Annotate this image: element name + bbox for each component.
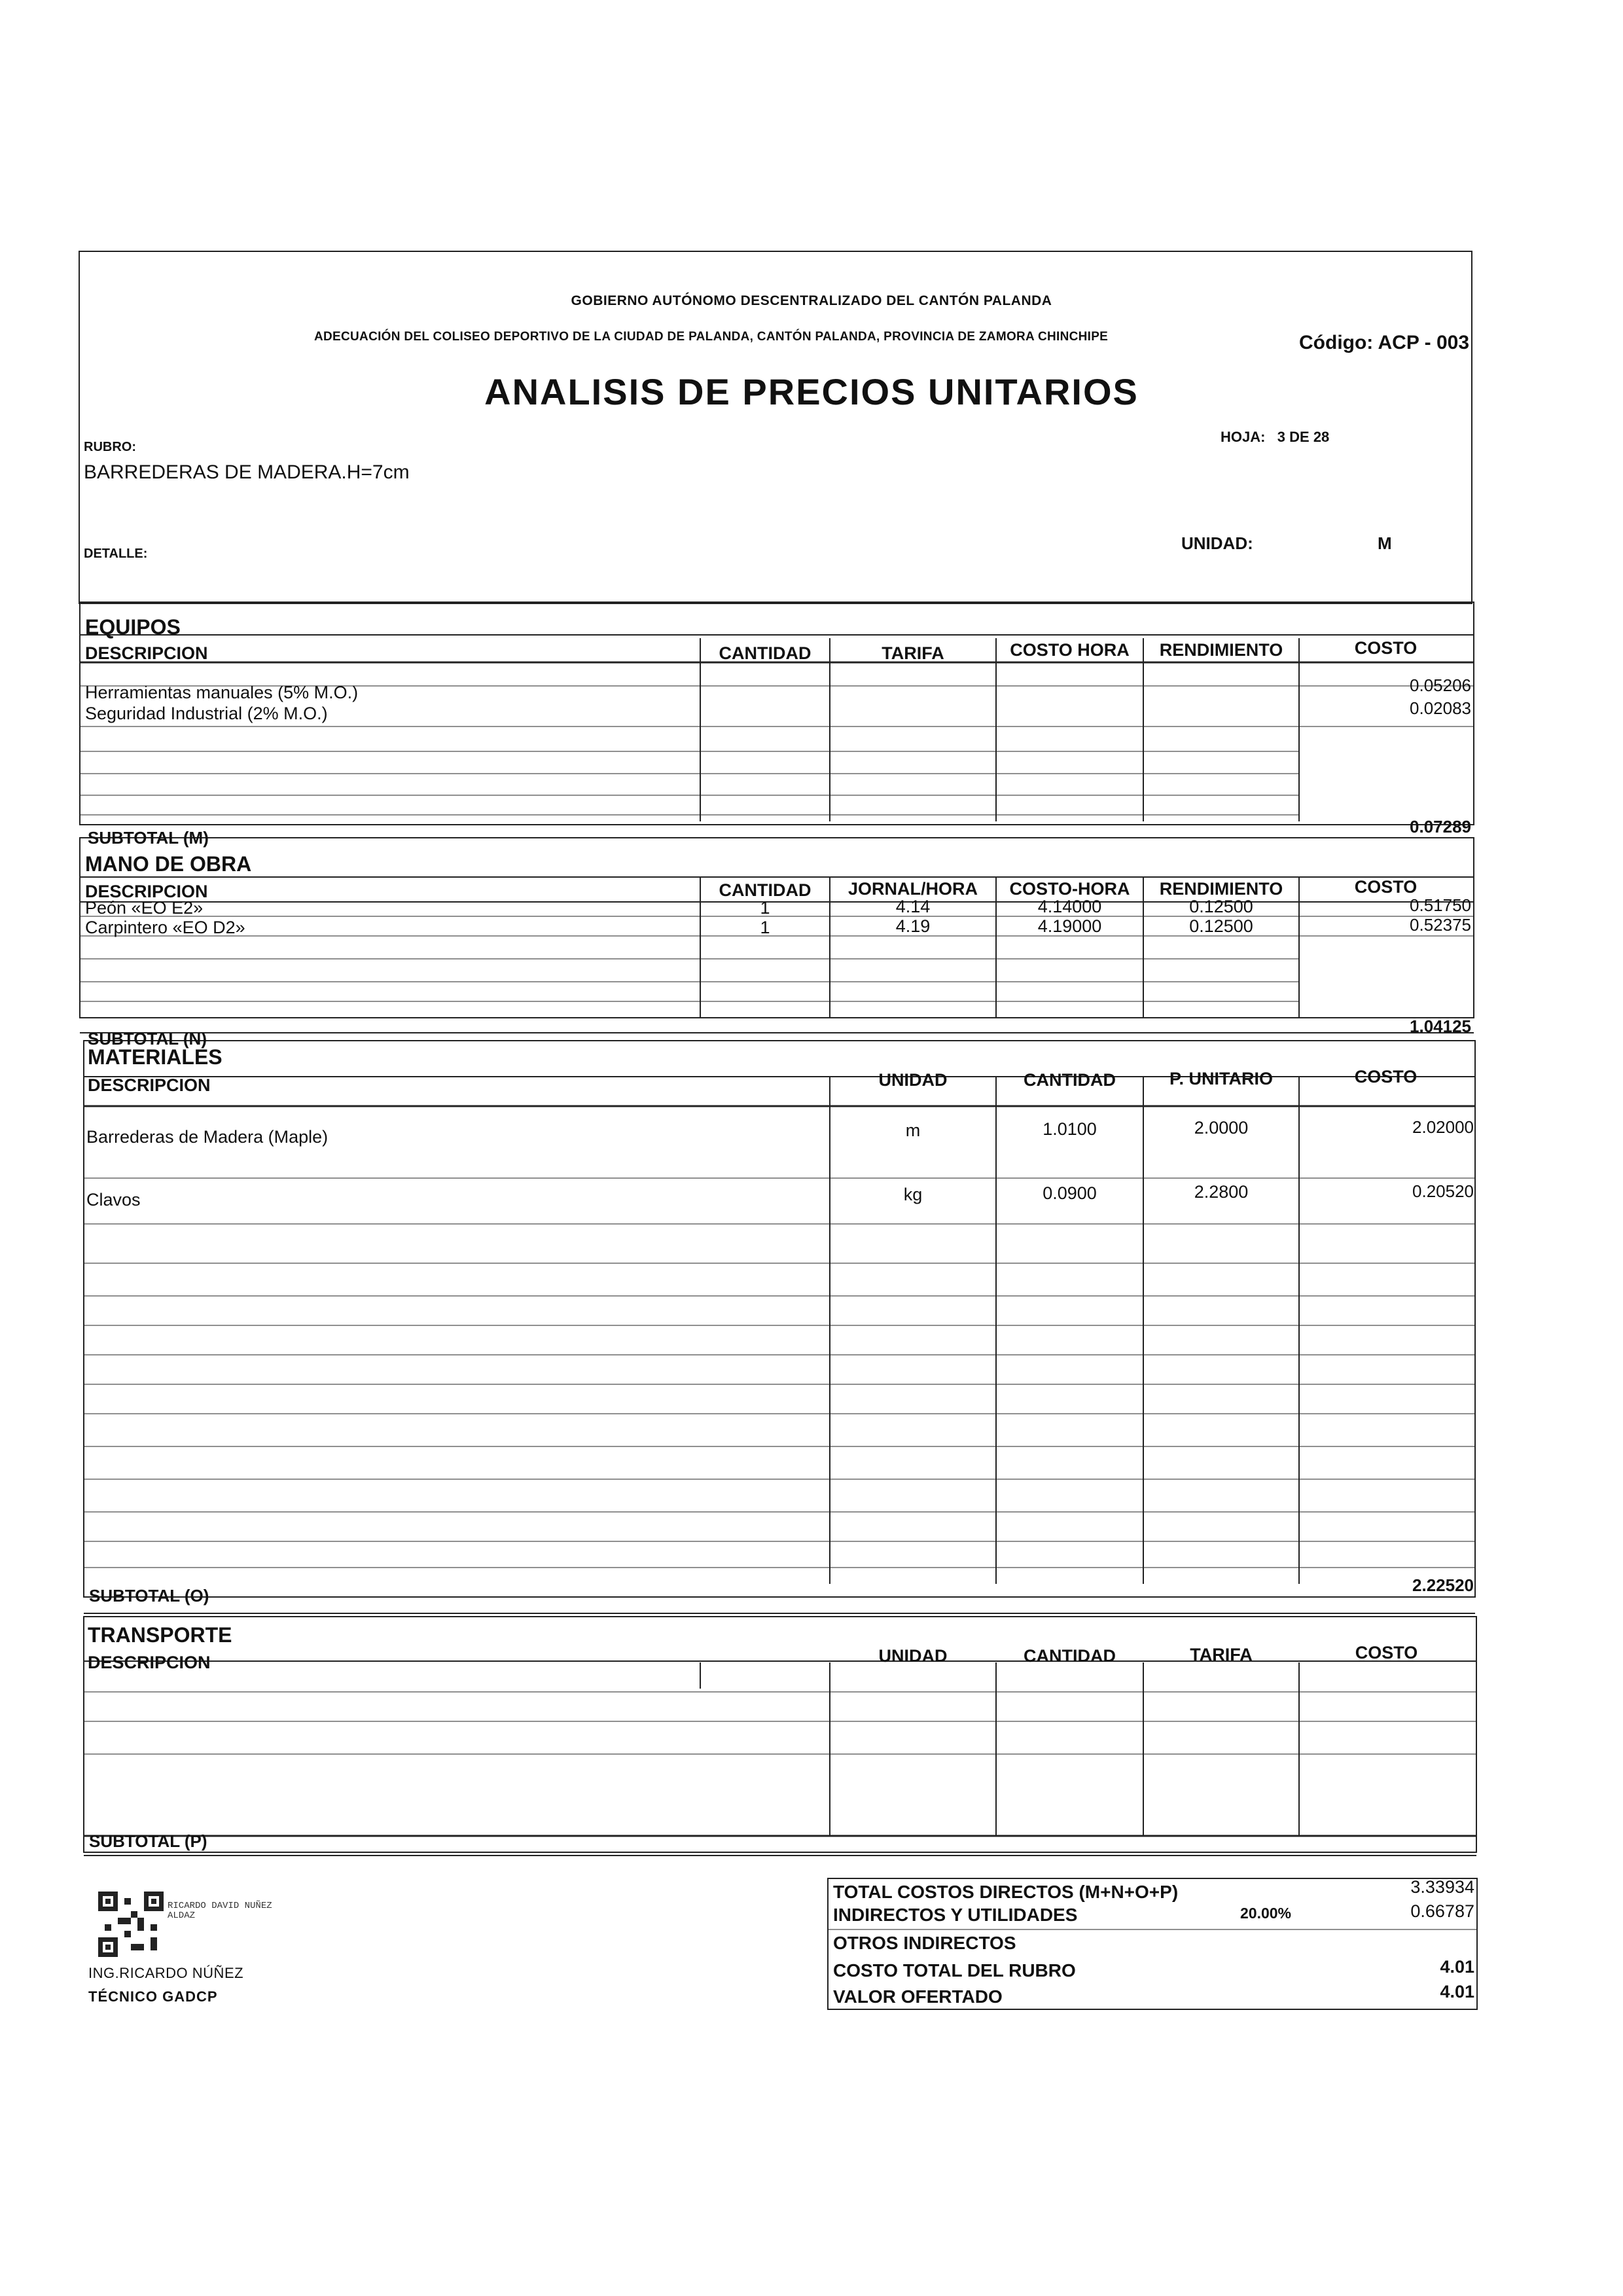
equipos-row-1-costo: 0.05206 (1410, 675, 1471, 695)
mano-obra-row-2-costo-hora: 4.19000 (1037, 916, 1102, 936)
mano-obra-title: MANO DE OBRA (85, 852, 252, 876)
mano-obra-row-1-descripcion: Peón «EO E2» (85, 898, 204, 918)
rubro-label: RUBRO: (84, 440, 136, 454)
materiales-row-2-descripcion: Clavos (86, 1190, 141, 1210)
subtotal-o-value: 2.22520 (1412, 1575, 1474, 1595)
mano-obra-row-2-cantidad: 1 (760, 918, 770, 937)
mano-obra-row-2-jornal: 4.19 (895, 916, 931, 936)
hoja-value: 3 DE 28 (1277, 429, 1330, 445)
qr-caption: RICARDO DAVID NUÑEZ ALDAZ (168, 1901, 272, 1921)
valor-ofertado-value: 4.01 (1440, 1982, 1474, 2001)
signer-name: ING.RICARDO NÚÑEZ (88, 1965, 244, 1981)
materiales-row-1-descripcion: Barrederas de Madera (Maple) (86, 1127, 329, 1147)
document-code: Código: ACP - 003 (1299, 332, 1470, 353)
equipos-col-costo-hora: COSTO HORA (1010, 640, 1130, 660)
subtotal-m-value: 0.07289 (1410, 817, 1471, 836)
qr-code-icon (98, 1892, 164, 1957)
mano-obra-col-costo-hora: COSTO-HORA (1009, 879, 1130, 899)
valor-ofertado-label: VALOR OFERTADO (833, 1986, 1003, 2007)
indirectos-label: INDIRECTOS Y UTILIDADES (833, 1905, 1078, 1925)
equipos-row-1-descripcion: Herramientas manuales (5% M.O.) (85, 683, 359, 702)
mano-obra-row-1-jornal: 4.14 (895, 897, 931, 916)
materiales-row-1-costo: 2.02000 (1412, 1117, 1474, 1137)
subtotal-n-value: 1.04125 (1410, 1016, 1471, 1036)
mano-obra-row-2-costo: 0.52375 (1410, 915, 1471, 935)
costo-total-value: 4.01 (1440, 1957, 1474, 1977)
unidad-value: M (1378, 533, 1392, 553)
materiales-col-cantidad: CANTIDAD (1024, 1070, 1116, 1090)
mano-obra-row-1-cantidad: 1 (760, 898, 770, 918)
rubro-value: BARREDERAS DE MADERA.H=7cm (84, 461, 410, 483)
materiales-row-2-unidad: kg (903, 1185, 923, 1204)
mano-obra-col-rendimiento: RENDIMIENTO (1159, 879, 1283, 899)
transporte-col-costo: COSTO (1355, 1643, 1418, 1662)
transporte-col-unidad: UNIDAD (878, 1646, 948, 1666)
mano-obra-col-costo: COSTO (1354, 877, 1418, 897)
equipos-col-costo: COSTO (1354, 638, 1418, 658)
subtotal-p-label: SUBTOTAL (P) (89, 1831, 207, 1851)
mano-obra-row-2-descripcion: Carpintero «EO D2» (85, 918, 245, 937)
equipos-col-cantidad: CANTIDAD (719, 643, 812, 663)
materiales-col-unidad: UNIDAD (878, 1070, 948, 1090)
transporte-title: TRANSPORTE (88, 1623, 232, 1647)
materiales-title: MATERIALES (88, 1045, 223, 1069)
materiales-row-2-p-unitario: 2.2800 (1194, 1182, 1249, 1202)
mano-obra-row-1-costo-hora: 4.14000 (1037, 897, 1102, 916)
materiales-row-1-p-unitario: 2.0000 (1194, 1118, 1249, 1138)
materiales-row-1-unidad: m (905, 1121, 921, 1140)
page-title: ANALISIS DE PRECIOS UNITARIOS (484, 371, 1139, 412)
detalle-label: DETALLE: (84, 547, 148, 561)
equipos-col-descripcion: DESCRIPCION (85, 643, 208, 663)
subtotal-m-label: SUBTOTAL (M) (88, 828, 209, 848)
materiales-col-costo: COSTO (1354, 1067, 1418, 1086)
equipos-col-tarifa: TARIFA (882, 643, 944, 663)
mano-obra-row-1-rendimiento: 0.12500 (1189, 897, 1253, 916)
total-directos-value: 3.33934 (1410, 1877, 1474, 1897)
costo-total-label: COSTO TOTAL DEL RUBRO (833, 1960, 1076, 1981)
materiales-row-1-cantidad: 1.0100 (1043, 1119, 1097, 1139)
mano-obra-col-descripcion: DESCRIPCION (85, 882, 208, 901)
unidad-label: UNIDAD: (1181, 533, 1253, 553)
subtotal-o-label: SUBTOTAL (O) (89, 1586, 209, 1605)
equipos-row-2-costo: 0.02083 (1410, 698, 1471, 718)
total-directos-label: TOTAL COSTOS DIRECTOS (M+N+O+P) (833, 1882, 1179, 1902)
mano-obra-col-jornal: JORNAL/HORA (847, 879, 978, 899)
transporte-col-cantidad: CANTIDAD (1024, 1646, 1116, 1666)
mano-obra-row-1-costo: 0.51750 (1410, 895, 1471, 915)
equipos-row-2-descripcion: Seguridad Industrial (2% M.O.) (85, 704, 328, 723)
signer-role: TÉCNICO GADCP (88, 1988, 218, 2005)
mano-obra-row-2-rendimiento: 0.12500 (1189, 916, 1253, 936)
transporte-col-tarifa: TARIFA (1190, 1645, 1253, 1664)
subtotal-n-label: SUBTOTAL (N) (88, 1029, 207, 1049)
materiales-col-descripcion: DESCRIPCION (88, 1075, 211, 1095)
materiales-row-2-costo: 0.20520 (1412, 1181, 1474, 1201)
equipos-title: EQUIPOS (85, 615, 181, 639)
materiales-row-2-cantidad: 0.0900 (1043, 1183, 1097, 1203)
hoja-label: HOJA: 3 DE 28 (1221, 429, 1330, 445)
transporte-col-descripcion: DESCRIPCION (88, 1653, 211, 1672)
project-name: ADECUACIÓN DEL COLISEO DEPORTIVO DE LA CIUDAD DE PALANDA, CANTÓN PALANDA, PROVINCIA DE ZAMORA CHINCHIPE (314, 330, 1109, 344)
otros-indirectos-label: OTROS INDIRECTOS (833, 1933, 1016, 1953)
indirectos-value: 0.66787 (1410, 1901, 1474, 1921)
equipos-col-rendimiento: RENDIMIENTO (1159, 640, 1283, 660)
organization-name: GOBIERNO AUTÓNOMO DESCENTRALIZADO DEL CANTÓN PALANDA (571, 293, 1052, 308)
mano-obra-col-cantidad: CANTIDAD (719, 880, 812, 900)
indirectos-percentage: 20.00% (1240, 1905, 1292, 1922)
materiales-col-p-unitario: P. UNITARIO (1169, 1069, 1274, 1088)
